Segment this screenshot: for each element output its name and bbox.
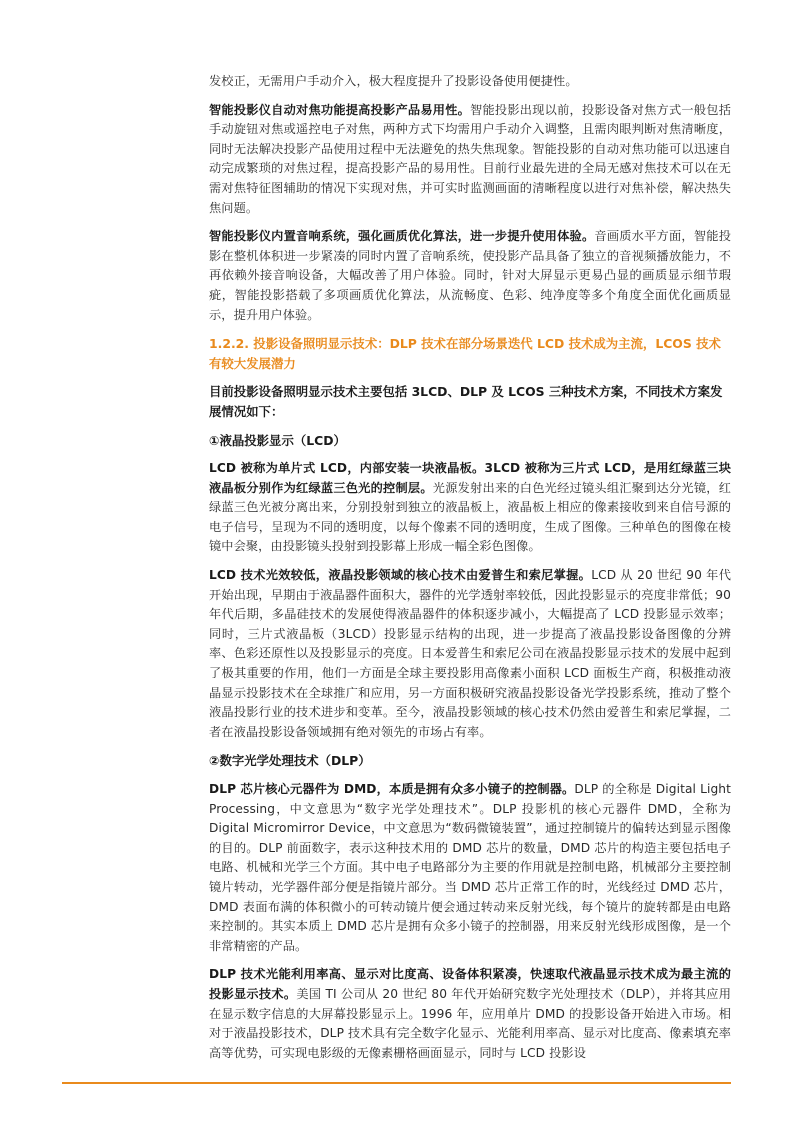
section-heading: 1.2.2. 投影设备照明显示技术：DLP 技术在部分场景迭代 LCD 技术成为主流，LCOS 技术有较大发展潜力 [209, 336, 721, 371]
paragraph-autofocus [209, 101, 731, 219]
paragraph-text: 音画质水平方面，智能投影在整机体积进一步紧凑的同时内置了音响系统，使投影产品具备了独立的音视频播放能力，不再依赖外接音响设备，大幅改善了用户体验。同时，针对大屏显示更易凸显的画质显示细节瑕疵，智能投影搭载了多项画质优化算法，从流畅度、色彩、纯净度等多个角度全面优化画质显示，提升用户体验。 [209, 229, 731, 322]
page-body [209, 72, 731, 1072]
paragraph-lead: 智能投影仪自动对焦功能提高投影产品易用性。 [209, 102, 471, 117]
paragraph-text: 发校正，无需用户手动介入，极大程度提升了投影设备使用便捷性。 [209, 74, 578, 88]
lcd-heading: ①液晶投影显示（LCD） [209, 432, 346, 448]
paragraph-text: 光源发射出来的白色光经过镜头组汇聚到达分光镜，红绿蓝三色光被分离出来，分别投射到独立的液晶板上，液晶板上相应的像素接收到来自信号源的电子信号，呈现为不同的透明度，以每个像素不同的透明度，生成了图像。三种单色的图像在棱镜中会聚，由投影镜头投射到投影幕上形成一幅全彩色图像。 [209, 480, 731, 554]
paragraph-lcd-structure [209, 459, 731, 557]
paragraph-intro-continuation [209, 72, 731, 92]
section-intro: 目前投影设备照明显示技术主要包括 3LCD、DLP 及 LCOS 三种技术方案，不同技术方案发展情况如下： [209, 384, 723, 419]
paragraph-text: DLP 的全称是 Digital Light Processing，中文意思为“数字光学处理技术”。DLP 投影机的核心元器件 DMD，全称为 Digital Micromirror Device，中文意思为“数码微镜装置”，通过控制镜片的偏转达到显示图像的目的。DLP 前面数字，表示这种技术用的 DMD 芯片的数量，DMD 芯片的构造主要包括电子电路、机械和光学三个方面。其中电子电路部分为主要的作用就是控制电路，机械部分主要控制镜片转动，光学器件部分便是指镜片部分。当 DMD 芯片正常工作的时，光线经过 DMD 芯片，DMD 表面布满的体积微小的可转动镜片便会通过转动来反射光线，每个镜片的旋转都是由电路来控制的。其实本质上 DMD 芯片是拥有众多小镜子的控制器，用来反射光线形成图像，是一个非常精密的产品。 [209, 782, 731, 953]
paragraph-lead: LCD 被称为单片式 LCD，内部安装一块液晶板。3LCD 被称为三片式 LCD，是用红绿蓝三块液晶板分别作为红绿蓝三色光的控制层。 [209, 461, 731, 495]
paragraph-audio-system [209, 227, 731, 325]
paragraph-text: 智能投影出现以前，投影设备对焦方式一般包括手动旋钮对焦或遥控电子对焦，两种方式下均需用户手动介入调整，且需肉眼判断对焦清晰度，同时无法解决投影产品使用过程中无法避免的热失焦现象。智能投影的自动对焦功能可以迅速自动完成繁琐的对焦过程，提高投影产品的易用性。目前行业最先进的全局无感对焦技术可以在无需对焦特征图辅助的情况下实现对焦，并可实时监测画面的清晰程度以进行对焦补偿，解决热失焦问题。 [209, 102, 731, 215]
paragraph-dlp-advantages [209, 965, 731, 1063]
paragraph-lead: LCD 技术光效较低，液晶投影领域的核心技术由爱普生和索尼掌握。 [209, 568, 592, 583]
paragraph-lead: DLP 芯片核心元器件为 DMD，本质是拥有众多小镜子的控制器。 [209, 782, 575, 796]
paragraph-lead: DLP 技术光能利用率高、显示对比度高、设备体积紧凑，快速取代液晶显示技术成为最主流的投影显示技术。 [209, 967, 731, 1001]
paragraph-lead: 智能投影仪内置音响系统，强化画质优化算法，进一步提升使用体验。 [209, 229, 595, 244]
paragraph-lcd-history [209, 566, 731, 742]
footer-divider [62, 1082, 731, 1084]
dlp-heading: ②数字光学处理技术（DLP） [209, 753, 371, 769]
paragraph-text: 美国 TI 公司从 20 世纪 80 年代开始研究数字光处理技术（DLP），并将其应用在显示数字信息的大屏幕投影显示上。1996 年，应用单片 DMD 的投影设备开始进入市场。相对于液晶投影技术，DLP 技术具有完全数字化显示、光能利用率高、显示对比度高、像素填充率高等优势，可实现电影级的无像素栅格画面显示，同时与 LCD 投影设 [209, 986, 731, 1060]
paragraph-dlp-dmd [209, 780, 731, 956]
paragraph-text: LCD 从 20 世纪 90 年代开始出现，早期由于液晶器件面积大，器件的光学透射率较低，因此投影显示的亮度非常低；90 年代后期，多晶硅技术的发展使得液晶器件的体积逐步减小，大幅提高了 LCD 投影显示效率；同时，三片式液晶板（3LCD）投影显示结构的出现，进一步提高了液晶投影设备图像的分辨率、色彩还原性以及投影显示的亮度。日本爱普生和索尼公司在液晶投影显示技术的发展中起到了极其重要的作用，他们一方面是全球主要投影用高像素小面积 LCD 面板生产商，积极推动液晶显示投影技术在全球推广和应用，另一方面积极研究液晶投影设备光学投影系统，推动了整个液晶投影行业的技术进步和变革。至今，液晶投影领域的核心技术仍然由爱普生和索尼掌握，二者在液晶投影设备领域拥有绝对领先的市场占有率。 [209, 568, 731, 739]
